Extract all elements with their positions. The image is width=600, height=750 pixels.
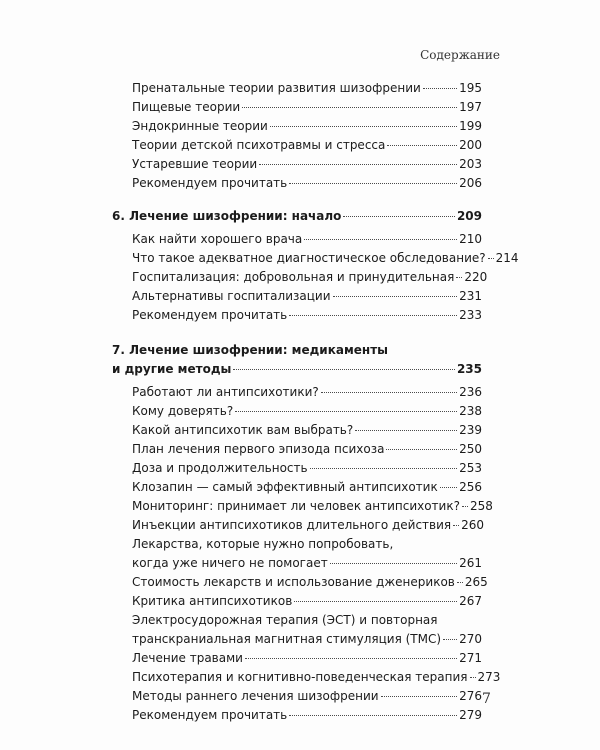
- toc-entry-label: Доза и продолжительность: [132, 461, 308, 475]
- dot-leader: [456, 277, 462, 278]
- dot-leader: [470, 677, 476, 678]
- toc-entry-page: 199: [459, 119, 482, 133]
- toc-entry: [112, 268, 488, 287]
- toc-entry-label: Мониторинг: принимает ли человек антипсихотик?: [132, 499, 460, 513]
- dot-leader: [453, 525, 459, 526]
- dot-leader: [440, 487, 457, 488]
- dot-leader: [462, 506, 468, 507]
- dot-leader: [294, 601, 457, 602]
- toc-entry-label: Рекомендуем прочитать: [132, 708, 288, 722]
- dot-leader: [245, 658, 457, 659]
- toc-entry: [112, 668, 501, 687]
- toc-entry: [112, 230, 482, 249]
- toc-entry-label: Пищевые теории: [132, 100, 241, 114]
- toc-entry: [112, 421, 482, 440]
- toc-entry-label: Инъекции антипсихотиков длительного действия: [132, 518, 452, 532]
- toc-entry-label: когда уже ничего не помогает: [132, 556, 328, 570]
- toc-entry-label: Рекомендуем прочитать: [132, 176, 288, 190]
- toc-entry: [112, 306, 482, 325]
- toc-entry-page: 203: [459, 157, 482, 171]
- dot-leader: [343, 216, 455, 217]
- toc-entry: [112, 573, 488, 592]
- toc-entry-label: План лечения первого эпизода психоза: [132, 442, 385, 456]
- toc-entry: [112, 383, 482, 402]
- toc-entry-label: Устаревшие теории: [132, 157, 258, 171]
- toc-chapter-7: [112, 341, 482, 379]
- dot-leader: [235, 411, 457, 412]
- toc-entry-label: Альтернативы госпитализации: [132, 289, 331, 303]
- toc-entry-page: 206: [459, 176, 482, 190]
- chapter-title-line2: и другие методы: [112, 362, 232, 376]
- dot-leader: [381, 696, 458, 697]
- toc-chapter-6: [112, 207, 482, 226]
- dot-leader: [488, 258, 494, 259]
- toc-entry-page: 270: [459, 632, 482, 646]
- toc-entry-page: 197: [459, 100, 482, 114]
- toc-entry: [112, 117, 482, 136]
- toc-entry: [112, 459, 482, 478]
- toc-entry: [112, 440, 482, 459]
- toc-entry-page: 261: [459, 556, 482, 570]
- dot-leader: [443, 639, 457, 640]
- dot-leader: [387, 145, 457, 146]
- toc-entry-label: Кому доверять?: [132, 404, 234, 418]
- dot-leader: [355, 430, 457, 431]
- toc-entry-page: 276: [459, 689, 482, 703]
- toc-entry-page: 233: [459, 308, 482, 322]
- chapter-title-line2-row: [112, 360, 482, 379]
- toc-entry-page: 265: [464, 575, 488, 589]
- toc-entry-page: 238: [459, 404, 482, 418]
- dot-leader: [233, 369, 455, 370]
- dot-leader: [386, 449, 457, 450]
- toc-entry-label: Психотерапия и когнитивно-поведенческая терапия: [132, 670, 468, 684]
- toc-entry-page: 258: [469, 499, 493, 513]
- dot-leader: [289, 715, 457, 716]
- toc-entry: [112, 592, 482, 611]
- dot-leader: [310, 468, 458, 469]
- dot-leader: [423, 88, 457, 89]
- toc-entry-page: 195: [459, 81, 482, 95]
- dot-leader: [321, 392, 457, 393]
- page-number: 7: [482, 691, 491, 707]
- toc-entry: [112, 155, 482, 174]
- dot-leader: [330, 563, 457, 564]
- toc-entry-label: Лечение травами: [132, 651, 243, 665]
- toc-entry: [112, 136, 482, 155]
- toc-entry: [112, 402, 482, 421]
- toc-entry-page: 256: [459, 480, 482, 494]
- toc-entry-page: 231: [459, 289, 482, 303]
- toc-entry-label: Что такое адекватное диагностическое обследование?: [132, 251, 486, 265]
- toc-entry-page: 250: [459, 442, 482, 456]
- toc-entry-page: 214: [495, 251, 519, 265]
- toc-entry: [112, 649, 482, 668]
- running-head: Содержание: [420, 48, 500, 62]
- toc-entry: [112, 516, 485, 535]
- toc-entry-label: Рекомендуем прочитать: [132, 308, 288, 322]
- table-of-contents: [112, 79, 519, 725]
- dot-leader: [289, 315, 457, 316]
- toc-entry-label: Какой антипсихотик вам выбрать?: [132, 423, 354, 437]
- toc-entry: [112, 98, 482, 117]
- toc-entry-label: Госпитализация: добровольная и принудительная: [132, 270, 455, 284]
- dot-leader: [289, 183, 457, 184]
- toc-entry-line1: Электросудорожная терапия (ЭСТ) и повторная: [132, 613, 438, 627]
- toc-entry-page: 271: [459, 651, 482, 665]
- toc-entry-line1: Лекарства, которые нужно попробовать,: [132, 537, 394, 551]
- chapter-page: 209: [456, 209, 482, 223]
- chapter-title-line1: 7. Лечение шизофрении: медикаменты: [112, 343, 389, 357]
- toc-entry-label: Критика антипсихотиков: [132, 594, 293, 608]
- toc-entry-page: 220: [464, 270, 488, 284]
- toc-entry: [112, 497, 493, 516]
- toc-entry: [112, 687, 482, 706]
- chapter-6-items: [112, 230, 519, 325]
- toc-entry-page: 236: [459, 385, 482, 399]
- toc-entry-label: Работают ли антипсихотики?: [132, 385, 319, 399]
- toc-entry-label: Теории детской психотравмы и стресса: [132, 138, 386, 152]
- toc-entry-page: 239: [459, 423, 482, 437]
- dot-leader: [304, 239, 457, 240]
- dot-leader: [333, 296, 458, 297]
- toc-entry-label: транскраниальная магнитная стимуляция (ТМС): [132, 632, 442, 646]
- toc-entry-page: 260: [461, 518, 485, 532]
- chapter-page: 235: [456, 362, 482, 376]
- toc-entry: [112, 478, 482, 497]
- toc-entry-page: 273: [477, 670, 501, 684]
- chapter-title: 6. Лечение шизофрении: начало: [112, 209, 342, 223]
- dot-leader: [270, 126, 457, 127]
- toc-entry-page: 267: [459, 594, 482, 608]
- toc-entry: [112, 249, 519, 268]
- toc-entry-label: Эндокринные теории: [132, 119, 268, 133]
- toc-entry-page: 210: [459, 232, 482, 246]
- toc-entry: [112, 287, 482, 306]
- toc-entry-label: Пренатальные теории развития шизофрении: [132, 81, 421, 95]
- chapter-7-items: [112, 383, 501, 725]
- dot-leader: [242, 107, 457, 108]
- toc-entry-label: Клозапин — самый эффективный антипсихотик: [132, 480, 438, 494]
- dot-leader: [259, 164, 457, 165]
- toc-entry-page: 200: [459, 138, 482, 152]
- toc-entry-label: Стоимость лекарств и использование дженериков: [132, 575, 455, 589]
- toc-entry-label: Методы раннего лечения шизофрении: [132, 689, 379, 703]
- toc-entry: [112, 79, 482, 98]
- toc-entry-page: 253: [459, 461, 482, 475]
- toc-entry: [112, 630, 482, 649]
- toc-entry: [112, 554, 482, 573]
- toc-entry-page: 279: [459, 708, 482, 722]
- toc-entry: [112, 174, 482, 193]
- toc-entry-label: Как найти хорошего врача: [132, 232, 303, 246]
- dot-leader: [457, 582, 463, 583]
- toc-entry: [112, 706, 482, 725]
